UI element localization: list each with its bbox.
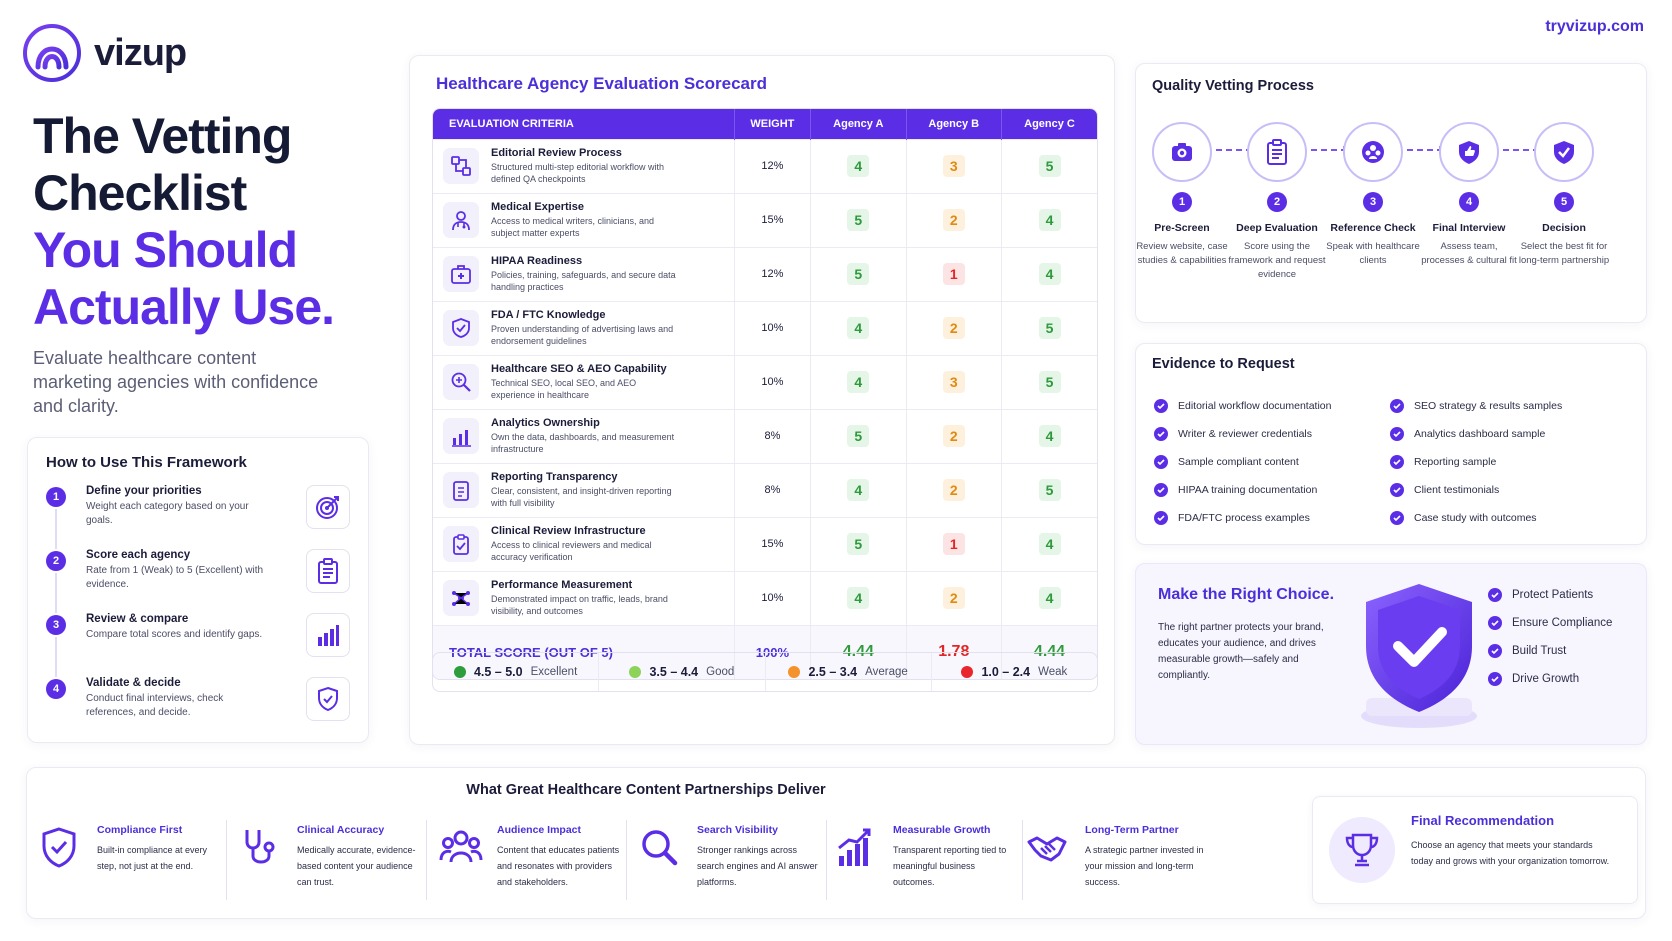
scorecard-title: Healthcare Agency Evaluation Scorecard (436, 74, 768, 93)
step-desc: Select the best fit for long-term partnership (1518, 241, 1610, 266)
evidence-label: FDA/FTC process examples (1178, 512, 1310, 524)
step-number: 2 (1267, 192, 1287, 212)
table-row (433, 409, 1097, 463)
criteria-title: HIPAA Readiness (491, 255, 583, 267)
clipboard-icon (1247, 122, 1307, 182)
final-title: Final Recommendation (1411, 813, 1555, 828)
brand-logo[interactable] (22, 20, 242, 86)
framework-card (27, 437, 369, 743)
agency-a-cell (811, 517, 906, 571)
step-number: 1 (1172, 192, 1192, 212)
criteria-desc: Demonstrated impact on traffic, leads, brand visibility, and outcomes (491, 594, 668, 616)
choice-item (1488, 672, 1579, 686)
step-title: Final Interview (1432, 222, 1506, 234)
legend-range: 4.5 – 5.0 (473, 665, 523, 679)
evidence-column-right (1390, 392, 1562, 532)
magnifier-icon (443, 364, 479, 400)
agency-c-cell (1002, 409, 1098, 463)
agency-c-cell (1002, 301, 1098, 355)
total-label: TOTAL SCORE (OUT OF 5) (433, 625, 734, 679)
check-badge-icon (1534, 122, 1594, 182)
choice-desc: The right partner protects your brand, educates your audience, and drives measurable growth—safely and compliantly. (1158, 622, 1324, 681)
right-choice-card (1135, 563, 1647, 745)
check-circle-icon (1390, 399, 1404, 413)
evidence-item (1154, 392, 1332, 420)
criteria-desc: Own the data, dashboards, and measurement infrastructure (491, 432, 675, 454)
weight-cell: 12% (734, 247, 810, 301)
choice-label: Ensure Compliance (1512, 617, 1613, 629)
analytics-icon (443, 418, 479, 454)
choice-label: Protect Patients (1512, 589, 1594, 601)
deliver-item (1015, 820, 1215, 900)
process-step (1132, 122, 1232, 268)
agency-c-cell (1002, 247, 1098, 301)
legend-item (433, 653, 599, 691)
criteria-title: Clinical Review Infrastructure (491, 525, 646, 537)
search-icon (639, 826, 683, 870)
deliver-item-desc: Transparent reporting tied to meaningful business outcomes. (893, 845, 1007, 887)
legend-dot (629, 666, 641, 678)
table-row (433, 355, 1097, 409)
table-row (433, 463, 1097, 517)
agency-b-cell (906, 571, 1001, 625)
criteria-desc: Proven understanding of advertising laws and endorsement guidelines (491, 324, 674, 346)
deliver-item-desc: Stronger rankings across search engines and AI answer platforms. (697, 845, 818, 887)
agency-a-cell (811, 409, 906, 463)
agency-b-cell (906, 463, 1001, 517)
brand-name: vizup (94, 31, 187, 74)
report-icon (443, 472, 479, 508)
agency-c-cell (1002, 139, 1098, 193)
table-header-row (433, 109, 1097, 139)
final-desc: Choose an agency that meets your standards today and grows with your organization tomorrow. (1411, 840, 1610, 866)
score-badge: 5 (847, 425, 869, 447)
total-agency-a: 4.44 (811, 625, 906, 679)
choice-item (1488, 588, 1593, 602)
deliver-item-title: Measurable Growth (893, 824, 991, 836)
agency-a-cell (811, 463, 906, 517)
score-badge: 5 (1039, 479, 1061, 501)
score-badge: 4 (847, 479, 869, 501)
shield-check-icon (306, 677, 350, 721)
evidence-card (1135, 343, 1647, 545)
final-recommendation-card (1312, 796, 1638, 904)
weight-cell: 10% (734, 355, 810, 409)
step-desc: Assess team, processes & cultural fit (1421, 241, 1517, 266)
legend-range: 1.0 – 2.4 (981, 665, 1031, 679)
step-connector (55, 509, 57, 549)
header-agency-c: Agency C (1002, 109, 1098, 139)
criteria-desc: Clear, consistent, and insight-driven reporting with full visibility (491, 486, 672, 508)
evidence-label: Sample compliant content (1178, 456, 1299, 468)
deliver-title: What Great Healthcare Content Partnerships Deliver (466, 782, 826, 798)
legend-range: 2.5 – 3.4 (808, 665, 858, 679)
agency-a-cell (811, 355, 906, 409)
table-row (433, 301, 1097, 355)
weight-cell: 10% (734, 571, 810, 625)
agency-b-cell (906, 301, 1001, 355)
step-title: Pre-Screen (1154, 222, 1210, 234)
check-circle-icon (1390, 455, 1404, 469)
agency-c-cell (1002, 517, 1098, 571)
criteria-cell (433, 355, 734, 409)
evidence-item (1390, 448, 1562, 476)
step-title: Define your priorities (86, 485, 202, 497)
table-row (433, 247, 1097, 301)
scorecard-card (409, 55, 1115, 745)
choice-item (1488, 616, 1612, 630)
agency-b-cell (906, 193, 1001, 247)
clipboard-icon (306, 549, 350, 593)
check-circle-icon (1154, 455, 1168, 469)
step-desc: Rate from 1 (Weak) to 5 (Excellent) with evidence. (86, 565, 264, 590)
step-title: Validate & decide (86, 677, 181, 689)
criteria-cell (433, 247, 734, 301)
doctor-icon (443, 202, 479, 238)
step-connector (55, 637, 57, 677)
step-desc: Score using the framework and request evidence (1228, 241, 1326, 280)
criteria-title: Reporting Transparency (491, 471, 618, 483)
step-desc: Weight each category based on your goals. (86, 501, 249, 526)
step-title: Deep Evaluation (1236, 222, 1318, 234)
evidence-item (1390, 476, 1562, 504)
legend-dot (454, 666, 466, 678)
score-badge: 5 (1039, 155, 1061, 177)
process-step (1323, 122, 1423, 268)
trophy-icon (1329, 817, 1395, 883)
shield-check-icon (39, 826, 83, 870)
score-badge: 4 (1039, 587, 1061, 609)
weight-cell: 12% (734, 139, 810, 193)
criteria-cell (433, 301, 734, 355)
score-badge: 3 (943, 155, 965, 177)
hero-title-line1: The Vetting (33, 108, 292, 164)
hero-title-line4: Actually Use. (33, 279, 335, 335)
choice-item (1488, 644, 1566, 658)
process-title: Quality Vetting Process (1152, 78, 1314, 94)
hero-title (33, 108, 373, 336)
check-circle-icon (1154, 427, 1168, 441)
agency-b-cell (906, 139, 1001, 193)
choice-label: Build Trust (1512, 645, 1567, 657)
criteria-desc: Access to medical writers, clinicians, and subject matter experts (491, 216, 655, 238)
weight-cell: 15% (734, 193, 810, 247)
people-icon (1343, 122, 1403, 182)
criteria-title: Analytics Ownership (491, 417, 600, 429)
legend-dot (788, 666, 800, 678)
choice-title: Make the Right Choice. (1158, 586, 1335, 603)
legend-item (599, 653, 765, 691)
agency-a-cell (811, 247, 906, 301)
agency-b-cell (906, 517, 1001, 571)
evidence-label: HIPAA training documentation (1178, 484, 1318, 496)
evidence-column-left (1154, 392, 1332, 532)
deliver-item (27, 820, 227, 900)
agency-c-cell (1002, 463, 1098, 517)
step-desc: Conduct final interviews, check references, and decide. (86, 693, 224, 718)
framework-step (46, 485, 350, 549)
evidence-item (1390, 504, 1562, 532)
deliver-item-desc: Built-in compliance at every step, not just at the end. (97, 845, 208, 871)
total-agency-c: 4.44 (1002, 625, 1098, 679)
scorecard-table (432, 108, 1098, 680)
evidence-item (1154, 420, 1332, 448)
hero-title-line3: You Should (33, 222, 298, 278)
legend-range: 3.5 – 4.4 (649, 665, 699, 679)
criteria-title: Editorial Review Process (491, 147, 622, 159)
step-number: 4 (1459, 192, 1479, 212)
framework-step (46, 677, 350, 741)
agency-a-cell (811, 193, 906, 247)
legend-item (932, 653, 1097, 691)
deliver-item-title: Compliance First (97, 824, 183, 836)
header-weight: WEIGHT (734, 109, 810, 139)
deliver-strip (26, 767, 1646, 919)
table-row (433, 571, 1097, 625)
check-circle-icon (1154, 399, 1168, 413)
deliver-item (627, 820, 827, 900)
deliver-item (427, 820, 627, 900)
step-connector (55, 573, 57, 613)
score-badge: 4 (1039, 533, 1061, 555)
process-step (1514, 122, 1614, 268)
header-agency-b: Agency B (906, 109, 1001, 139)
criteria-desc: Policies, training, safeguards, and secure data handling practices (491, 270, 676, 292)
deliver-item-title: Long-Term Partner (1085, 824, 1179, 836)
framework-title: How to Use This Framework (46, 454, 247, 471)
criteria-desc: Structured multi-step editorial workflow with defined QA checkpoints (491, 162, 665, 184)
framework-step (46, 613, 350, 677)
criteria-title: FDA / FTC Knowledge (491, 309, 606, 321)
evidence-item (1390, 420, 1562, 448)
evidence-item (1390, 392, 1562, 420)
score-badge: 2 (943, 209, 965, 231)
medical-bag-icon (443, 256, 479, 292)
evidence-title: Evidence to Request (1152, 356, 1295, 372)
criteria-cell (433, 463, 734, 517)
process-step (1227, 122, 1327, 282)
hero-title-line2: Checklist (33, 165, 247, 221)
weight-cell: 8% (734, 463, 810, 517)
evidence-item (1154, 476, 1332, 504)
people-icon (439, 826, 483, 870)
score-badge: 2 (943, 587, 965, 609)
score-badge: 4 (1039, 425, 1061, 447)
choice-label: Drive Growth (1512, 673, 1580, 685)
growth-chart-icon (835, 826, 879, 870)
score-badge: 2 (943, 479, 965, 501)
criteria-title: Healthcare SEO & AEO Capability (491, 363, 667, 375)
agency-c-cell (1002, 193, 1098, 247)
process-step (1419, 122, 1519, 268)
camera-icon (1152, 122, 1212, 182)
stethoscope-icon (239, 826, 283, 870)
check-circle-icon (1390, 511, 1404, 525)
criteria-desc: Access to clinical reviewers and medical accuracy verification (491, 540, 652, 562)
header-agency-a: Agency A (811, 109, 906, 139)
deliver-item-desc: Medically accurate, evidence-based content your audience can trust. (297, 845, 416, 887)
legend-dot (961, 666, 973, 678)
check-circle-icon (1390, 483, 1404, 497)
deliver-item-title: Audience Impact (497, 824, 582, 836)
step-title: Reference Check (1330, 222, 1416, 234)
workflow-icon (443, 148, 479, 184)
score-badge: 3 (943, 371, 965, 393)
vizup-logo-icon (22, 23, 82, 83)
legend-name: Average (865, 666, 908, 678)
thumbs-up-shield-icon (1439, 122, 1499, 182)
score-badge: 5 (847, 533, 869, 555)
hero (33, 108, 373, 418)
agency-b-cell (906, 247, 1001, 301)
step-number: 4 (46, 679, 66, 699)
check-circle-icon (1488, 588, 1502, 602)
handshake-icon (1027, 826, 1071, 870)
deliver-item-title: Clinical Accuracy (297, 824, 385, 836)
step-desc: Speak with healthcare clients (1326, 241, 1420, 266)
score-badge: 4 (847, 587, 869, 609)
step-number: 3 (46, 615, 66, 635)
table-row (433, 193, 1097, 247)
evidence-item (1154, 504, 1332, 532)
step-number: 3 (1363, 192, 1383, 212)
check-circle-icon (1488, 644, 1502, 658)
score-badge: 4 (847, 155, 869, 177)
agency-a-cell (811, 571, 906, 625)
check-circle-icon (1154, 511, 1168, 525)
shield-check-icon (1354, 576, 1484, 736)
check-circle-icon (1488, 672, 1502, 686)
total-weight: 100% (734, 625, 810, 679)
legend-name: Excellent (530, 666, 578, 678)
header-criteria: EVALUATION CRITERIA (433, 109, 734, 139)
step-title: Decision (1542, 222, 1586, 234)
deliver-item-desc: A strategic partner invested in your mission and long-term success. (1085, 845, 1204, 887)
score-badge: 2 (943, 425, 965, 447)
framework-step (46, 549, 350, 613)
step-title: Review & compare (86, 613, 189, 625)
criteria-cell (433, 409, 734, 463)
score-badge: 4 (847, 371, 869, 393)
target-icon (306, 485, 350, 529)
legend-name: Weak (1038, 666, 1068, 678)
score-badge: 5 (1039, 371, 1061, 393)
bar-chart-icon (306, 613, 350, 657)
total-agency-b: 1.78 (906, 625, 1001, 679)
agency-b-cell (906, 409, 1001, 463)
score-badge: 5 (847, 263, 869, 285)
step-number: 2 (46, 551, 66, 571)
check-circle-icon (1488, 616, 1502, 630)
agency-a-cell (811, 139, 906, 193)
table-row (433, 139, 1097, 193)
criteria-cell (433, 139, 734, 193)
step-number: 5 (1554, 192, 1574, 212)
pill-shield-icon (443, 310, 479, 346)
step-number: 1 (46, 487, 66, 507)
agency-b-cell (906, 355, 1001, 409)
hero-subtitle: Evaluate healthcare content marketing agencies with confidence and clarity. (33, 348, 319, 416)
step-desc: Compare total scores and identify gaps. (86, 629, 263, 640)
agency-c-cell (1002, 571, 1098, 625)
evidence-label: Writer & reviewer credentials (1178, 428, 1313, 440)
check-circle-icon (1154, 483, 1168, 497)
score-badge: 4 (847, 317, 869, 339)
score-legend (432, 652, 1098, 692)
step-desc: Review website, case studies & capabilities (1136, 241, 1228, 266)
legend-item (766, 653, 932, 691)
check-circle-icon (1390, 427, 1404, 441)
vetting-process-card (1135, 63, 1647, 323)
criteria-title: Medical Expertise (491, 201, 584, 213)
site-url-link[interactable]: tryvizup.com (1545, 18, 1644, 35)
weight-cell: 15% (734, 517, 810, 571)
legend-name: Good (706, 666, 735, 678)
performance-icon (443, 580, 479, 616)
evidence-label: Editorial workflow documentation (1178, 400, 1332, 412)
score-badge: 4 (1039, 263, 1061, 285)
weight-cell: 8% (734, 409, 810, 463)
score-badge: 2 (943, 317, 965, 339)
evidence-label: Reporting sample (1414, 456, 1497, 468)
evidence-label: Client testimonials (1414, 484, 1500, 496)
score-badge: 1 (943, 263, 965, 285)
agency-a-cell (811, 301, 906, 355)
weight-cell: 10% (734, 301, 810, 355)
criteria-desc: Technical SEO, local SEO, and AEO experience in healthcare (491, 378, 637, 400)
agency-c-cell (1002, 355, 1098, 409)
evidence-label: Case study with outcomes (1414, 512, 1537, 524)
criteria-cell (433, 193, 734, 247)
score-badge: 4 (1039, 209, 1061, 231)
evidence-label: Analytics dashboard sample (1414, 428, 1546, 440)
score-badge: 1 (943, 533, 965, 555)
criteria-title: Performance Measurement (491, 579, 633, 591)
criteria-cell (433, 517, 734, 571)
step-title: Score each agency (86, 549, 191, 561)
deliver-item-title: Search Visibility (697, 824, 778, 836)
table-row (433, 517, 1097, 571)
deliver-item (227, 820, 427, 900)
deliver-item (823, 820, 1023, 900)
evidence-label: SEO strategy & results samples (1414, 400, 1563, 412)
deliver-item-desc: Content that educates patients and resonates with providers and stakeholders. (497, 845, 620, 887)
score-badge: 5 (1039, 317, 1061, 339)
criteria-cell (433, 571, 734, 625)
score-badge: 5 (847, 209, 869, 231)
evidence-item (1154, 448, 1332, 476)
clinical-clipboard-icon (443, 526, 479, 562)
